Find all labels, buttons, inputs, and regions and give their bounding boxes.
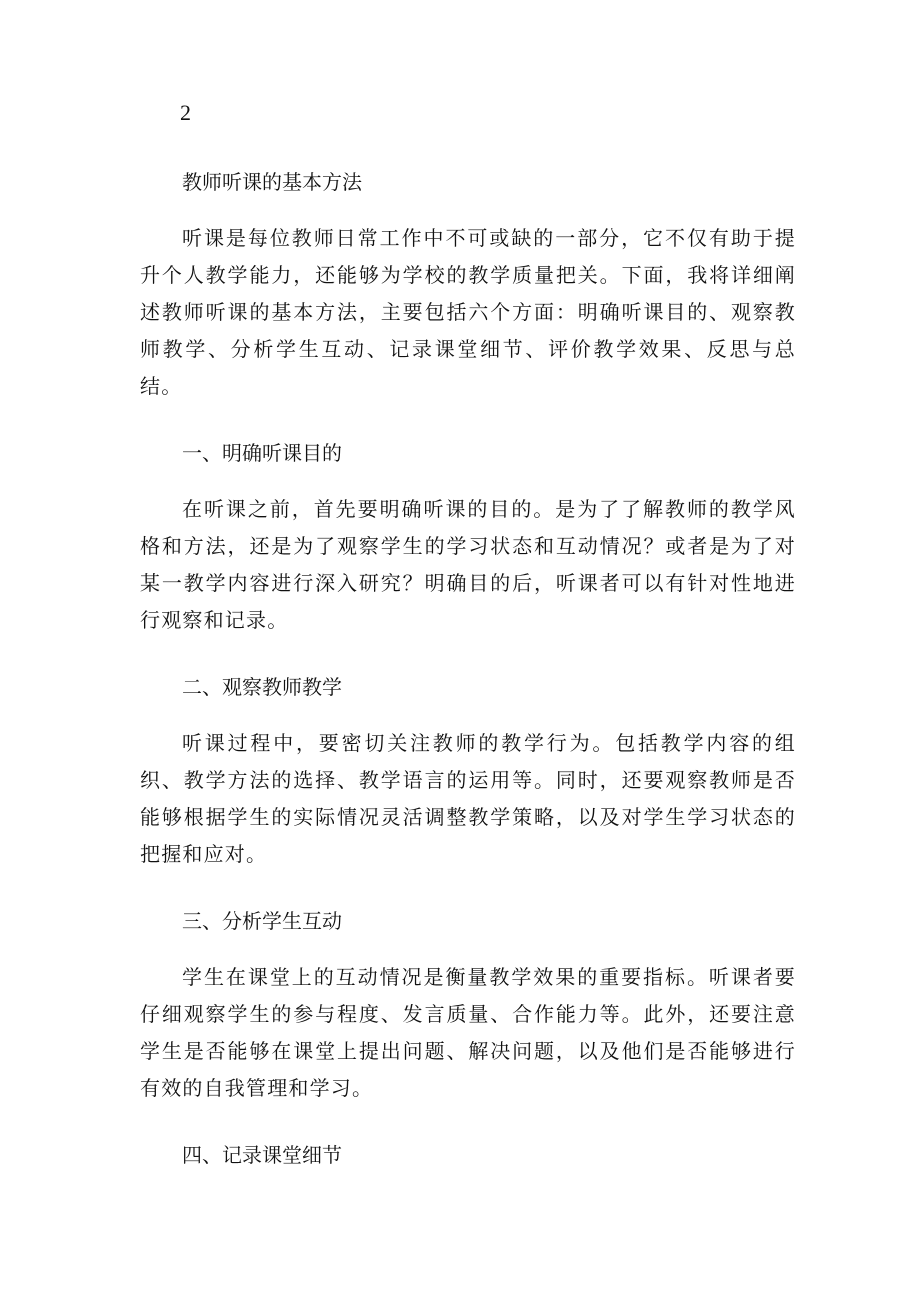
document-title: 教师听课的基本方法 bbox=[182, 170, 362, 194]
section-body-1: 在听课之前，首先要明确听课的目的。是为了了解教师的教学风格和方法，还是为了观察学生的学习状态和互动情况？或者是为了对某一教学内容进行深入研究？明确目的后，听课者可以有针对性地进行观察和记录。 bbox=[140, 497, 796, 632]
section-heading-1: 一、明确听课目的 bbox=[182, 441, 342, 465]
section-heading-4: 四、记录课堂细节 bbox=[182, 1143, 342, 1167]
document-body bbox=[140, 164, 796, 1173]
section-body-2: 听课过程中，要密切关注教师的教学行为。包括教学内容的组织、教学方法的选择、教学语言的运用等。同时，还要观察教师是否能够根据学生的实际情况灵活调整教学策略，以及对学生学习状态的把握和应对。 bbox=[140, 731, 796, 866]
intro-paragraph: 听课是每位教师日常工作中不可或缺的一部分，它不仅有助于提升个人教学能力，还能够为学校的教学质量把关。下面，我将详细阐述教师听课的基本方法，主要包括六个方面：明确听课目的、观察教师教学、分析学生互动、记录课堂细节、评价教学效果、反思与总结。 bbox=[140, 226, 796, 398]
page-number: 2 bbox=[180, 100, 191, 125]
section-heading-2: 二、观察教师教学 bbox=[182, 675, 342, 699]
section-body-3: 学生在课堂上的互动情况是衡量教学效果的重要指标。听课者要仔细观察学生的参与程度、发言质量、合作能力等。此外，还要注意学生是否能够在课堂上提出问题、解决问题，以及他们是否能够进行有效的自我管理和学习。 bbox=[140, 965, 796, 1100]
section-heading-3: 三、分析学生互动 bbox=[182, 909, 342, 933]
